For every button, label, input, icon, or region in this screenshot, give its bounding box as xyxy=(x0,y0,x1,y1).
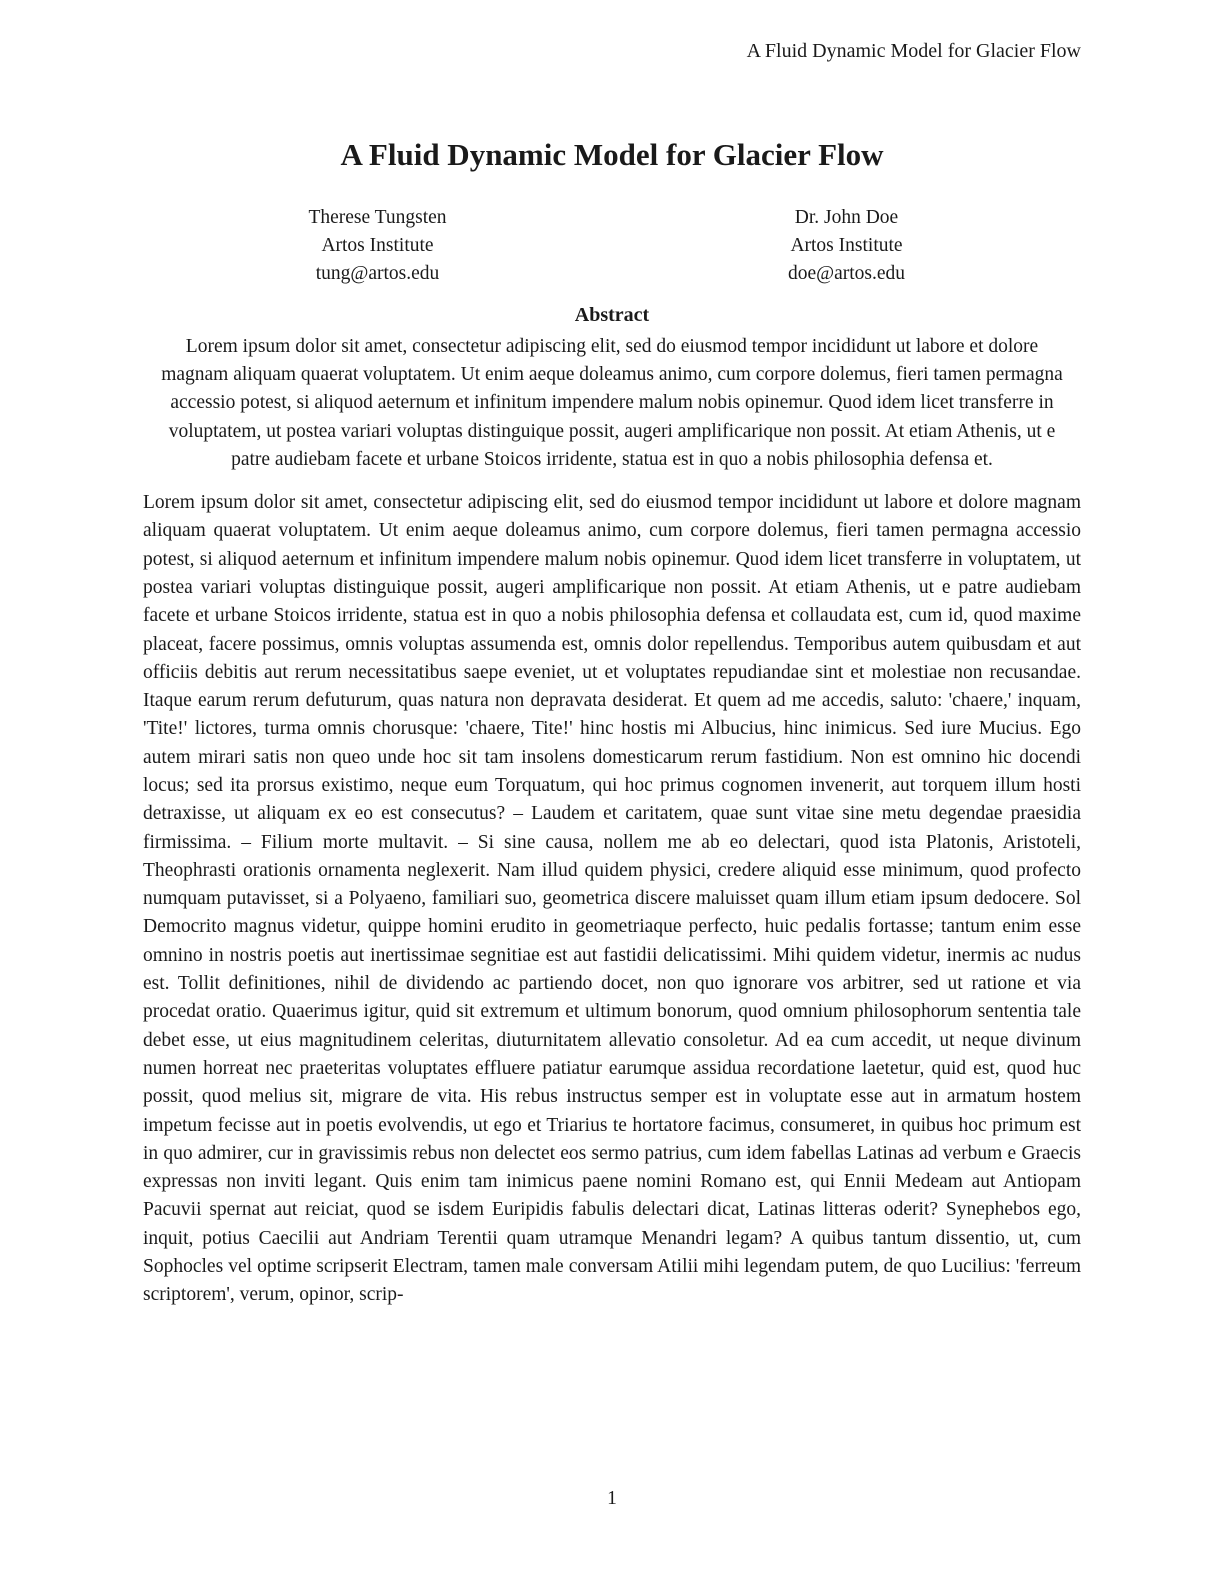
author-affiliation: Artos Institute xyxy=(790,235,903,256)
author-name: Therese Tungsten xyxy=(308,207,447,228)
running-head: A Fluid Dynamic Model for Glacier Flow xyxy=(746,40,1081,62)
author-block-right xyxy=(612,204,1081,288)
author-email: doe@artos.edu xyxy=(787,263,906,284)
paper-title: A Fluid Dynamic Model for Glacier Flow xyxy=(340,137,884,172)
abstract-heading: Abstract xyxy=(574,304,650,326)
author-block-left xyxy=(143,204,612,288)
abstract-text: Lorem ipsum dolor sit amet, consectetur adipiscing elit, sed do eiusmod tempor incididunt ut labore et dolore magnam aliquam quaerat voluptatem. Ut enim aeque doleamus animo, cum corpore dolemus, fieri tamen permagna accessio potest, si aliquod aeternum et infinitum impendere malum nobis opinemur. Quod idem licet transferre in voluptatem, ut postea variari voluptas distinguique possit, augeri amplificarique non possit. At etiam Athenis, ut e patre audiebam facete et urbane Stoicos irridente, statua est in quo a nobis philosophia defensa et. xyxy=(161,336,1063,470)
abstract-section xyxy=(143,302,1081,474)
authors-row xyxy=(143,204,1081,288)
body-paragraph: Lorem ipsum dolor sit amet, consectetur adipiscing elit, sed do eiusmod tempor incididunt ut labore et dolore magnam aliquam quaerat voluptatem. Ut enim aeque doleamus animo, cum corpore dolemus, fieri tamen permagna accessio potest, si aliquod aeternum et infinitum impendere malum nobis opinemur. Quod idem licet transferre in voluptatem, ut postea variari voluptas distinguique possit, augeri amplificarique non possit. At etiam Athenis, ut e patre audiebam facete et urbane Stoicos irridente, statua est in quo a nobis philosophia defensa et collaudata est, cum id, quod maxime placeat, facere possimus, omnis voluptas assumenda est, omnis dolor repellendus. Temporibus autem quibusdam et aut officiis debitis aut rerum necessitatibus saepe eveniet, ut et voluptates repudiandae sint et molestiae non recusandae. Itaque earum rerum defuturum, quas natura non depravata desiderat. Et quem ad me accedis, saluto: 'chaere,' inquam, 'Tite!' lictores, turma omnis chorusque: 'chaere, Tite!' hinc hostis mi Albucius, hinc inimicus. Sed iure Mucius. Ego autem mirari satis non queo unde hoc sit tam insolens domesticarum rerum fastidium. Non est omnino hic docendi locus; sed ita prorsus existimo, neque eum Torquatum, qui hoc primus cognomen invenerit, aut torquem illum hosti detraxisse, ut aliquam ex eo est consecutus? – Laudem et caritatem, quae sunt vitae sine metu degendae praesidia firmissima. – Filium morte multavit. – Si sine causa, nollem me ab eo delectari, quod ista Platonis, Aristoteli, Theophrasti orationis ornamenta neglexerit. Nam illud quidem physici, credere aliquid esse minimum, quod profecto numquam putavisset, si a Polyaeno, familiari suo, geometrica discere maluisset quam illum etiam ipsum dedocere. Sol Democrito magnus videtur, quippe homini erudito in geometriaque perfecto, huic pedalis fortasse; tantum enim esse omnino in nostris poetis aut inertissimae segnitiae est aut fastidii delicatissimi. Mihi quidem videtur, inermis ac nudus est. Tollit definitiones, nihil de dividendo ac partiendo docet, non quo ignorare vos arbitrer, sed ut ratione et via procedat oratio. Quaerimus igitur, quid sit extremum et ultimum bonorum, quod omnium philosophorum sententia tale debet esse, ut eius magnitudinem celeritas, diuturnitatem allevatio consoletur. Ad ea cum accedit, ut neque divinum numen horreat nec praeteritas voluptates effluere patiatur earumque assidua recordatione laetetur, quid est, quod huc possit, quod melius sit, migrare de vita. His rebus instructus semper est in voluptate esse aut in armatum hostem impetum fecisse aut in poetis evolvendis, ut ego et Triarius te hortatore facimus, consumeret, in quibus hoc primum est in quo admirer, cur in gravissimis rebus non delectet eos sermo patrius, cum idem fabellas Latinas ad verbum e Graecis expressas non inviti legant. Quis enim tam inimicus paene nomini Romano est, qui Ennii Medeam aut Antiopam Pacuvii spernat aut reiciat, quod se isdem Euripidis fabulis delectari dicat, Latinas litteras oderit? Synephebos ego, inquit, potius Caecilii aut Andriam Terentii quam utramque Menandri legam? A quibus tantum dissentio, ut, cum Sophocles vel optime scripserit Electram, tamen male conversam Atilii mihi legendam putem, de quo Lucilius: 'ferreum scriptorem', verum, opinor, scrip- xyxy=(143,492,1081,1306)
page-number: 1 xyxy=(607,1488,617,1509)
author-email: tung@artos.edu xyxy=(315,263,440,284)
author-affiliation: Artos Institute xyxy=(321,235,434,256)
author-name: Dr. John Doe xyxy=(794,207,899,228)
